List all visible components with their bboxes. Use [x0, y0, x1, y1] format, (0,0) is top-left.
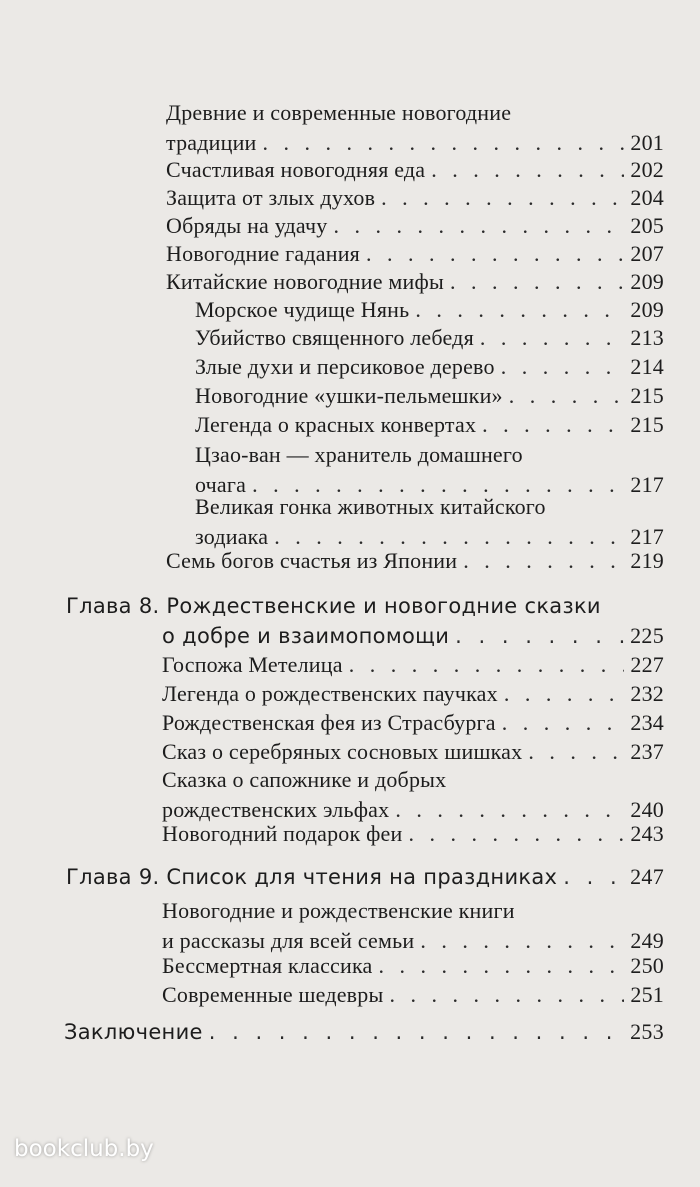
leader-dots: [528, 737, 624, 767]
leader-dots: [366, 239, 624, 269]
toc-entry: [195, 295, 664, 325]
toc-entry-title: Госпожа Метелица: [162, 652, 343, 677]
leader-dots: [482, 410, 624, 440]
toc-entry: [195, 381, 664, 411]
toc-entry-title: Обряды на удачу: [166, 213, 328, 238]
toc-page-number: 225: [630, 623, 664, 648]
toc-entry: [166, 155, 664, 185]
leader-dots: [415, 295, 624, 325]
leader-dots: [381, 183, 624, 213]
toc-page-number: 213: [630, 325, 664, 350]
toc-page-number: 251: [630, 982, 664, 1007]
leader-dots: [463, 546, 624, 576]
toc-page-number: 209: [630, 269, 664, 294]
toc-entry: [195, 440, 664, 500]
leader-dots: [450, 267, 624, 297]
chapter-title: Глава 8. Рождественские и новогодние сказки: [66, 594, 601, 618]
leader-dots: [563, 862, 624, 892]
toc-entry: [162, 708, 664, 738]
toc-entry: [195, 410, 664, 440]
toc-entry: [162, 980, 664, 1010]
toc-entry-title-cont: зодиака: [195, 524, 269, 549]
toc-entry-title: Сказка о сапожнике и добрых: [162, 767, 447, 792]
leader-dots: [209, 1017, 624, 1047]
leader-dots: [349, 650, 625, 680]
toc-page-number: 243: [630, 821, 664, 846]
toc-entry: [166, 546, 664, 576]
conclusion-title: Заключение: [64, 1020, 203, 1044]
toc-entry: [162, 951, 664, 981]
toc-page-number: 205: [630, 213, 664, 238]
toc-entry-title: Великая гонка животных китайского: [195, 494, 546, 519]
leader-dots: [480, 323, 625, 353]
leader-dots: [501, 352, 625, 382]
toc-entry-title: Защита от злых духов: [166, 185, 376, 210]
toc-entry-title: Современные шедевры: [162, 982, 384, 1007]
leader-dots: [389, 980, 624, 1010]
toc-page-number: 207: [630, 241, 664, 266]
toc-page-number: 209: [630, 297, 664, 322]
toc-page-number: 215: [630, 412, 664, 437]
toc-entry-title-cont: рождественских эльфах: [162, 797, 390, 822]
toc-entry-title: Злые духи и персиковое дерево: [195, 354, 495, 379]
toc-entry: [162, 765, 664, 825]
toc-entry-title: Семь богов счастья из Японии: [166, 548, 458, 573]
toc-page-number: 250: [630, 953, 664, 978]
toc-entry-title: Легенда о рождественских паучках: [162, 681, 498, 706]
toc-entry-title: Легенда о красных конвертах: [195, 412, 477, 437]
toc-page-number: 215: [630, 383, 664, 408]
leader-dots: [408, 819, 624, 849]
toc-entry: [162, 650, 664, 680]
toc-entry: [166, 183, 664, 213]
leader-dots: [509, 381, 625, 411]
toc-entry: [162, 819, 664, 849]
toc-entry-title: Цзао-ван — хранитель домашнего: [195, 442, 523, 467]
watermark-text: bookclub.by: [14, 1136, 154, 1162]
toc-page-number: 237: [630, 739, 664, 764]
toc-entry: [166, 98, 664, 158]
toc-page-number: 232: [630, 681, 664, 706]
leader-dots: [379, 951, 625, 981]
toc-entry-title: Рождественская фея из Страсбурга: [162, 710, 496, 735]
toc-entry-title: Новогодние и рождественские книги: [162, 898, 515, 923]
toc-entry-title: Древние и современные новогодние: [166, 100, 512, 125]
toc-entry-title: Китайские новогодние мифы: [166, 269, 444, 294]
toc-page-number: 234: [630, 710, 664, 735]
toc-entry-title: Морское чудище Нянь: [195, 297, 410, 322]
leader-dots: [431, 155, 624, 185]
toc-entry: [195, 492, 664, 552]
toc-page-number: 240: [630, 797, 664, 822]
leader-dots: [455, 621, 624, 651]
toc-page-number: 201: [630, 130, 664, 155]
toc-entry-title: Сказ о серебряных сосновых шишках: [162, 739, 523, 764]
toc-entry-title-cont: очага: [195, 472, 247, 497]
chapter-title-cont: о добре и взаимопомощи: [162, 624, 450, 648]
toc-page-number: 204: [630, 185, 664, 210]
toc-entry: [166, 267, 664, 297]
toc-entry-title: Новогодний подарок феи: [162, 821, 403, 846]
toc-page-number: 247: [630, 864, 664, 889]
toc-entry: [195, 323, 664, 353]
leader-dots: [333, 211, 624, 241]
toc-entry: [162, 896, 664, 956]
toc-entry-title: Новогодние «ушки-пельмешки»: [195, 383, 503, 408]
chapter-title: Глава 9. Список для чтения на праздниках: [66, 865, 558, 889]
toc-entry-title-cont: традиции: [166, 130, 257, 155]
toc-page-number: 249: [630, 928, 664, 953]
toc-entry-title: Бессмертная классика: [162, 953, 373, 978]
toc-entry: [166, 239, 664, 269]
toc-entry: [195, 352, 664, 382]
toc-page-number: 202: [630, 157, 664, 182]
leader-dots: [502, 708, 625, 738]
toc-entry: [162, 679, 664, 709]
toc-chapter-9: [66, 862, 664, 892]
toc-page-number: 214: [630, 354, 664, 379]
toc-page-number: 219: [630, 548, 664, 573]
toc-entry: [166, 211, 664, 241]
toc-page-number: 217: [630, 524, 664, 549]
toc-chapter-8: [66, 591, 664, 651]
toc-entry-title-cont: и рассказы для всей семьи: [162, 928, 415, 953]
toc-page-number: 253: [630, 1019, 664, 1044]
toc-entry-title: Новогодние гадания: [166, 241, 360, 266]
toc-page-number: 217: [630, 472, 664, 497]
toc-entry: [162, 737, 664, 767]
toc-entry-title: Убийство священного лебедя: [195, 325, 474, 350]
leader-dots: [504, 679, 625, 709]
toc-page-number: 227: [630, 652, 664, 677]
toc-conclusion: [64, 1017, 664, 1047]
leader-dots: [263, 128, 625, 158]
toc-entry-title: Счастливая новогодняя еда: [166, 157, 426, 182]
